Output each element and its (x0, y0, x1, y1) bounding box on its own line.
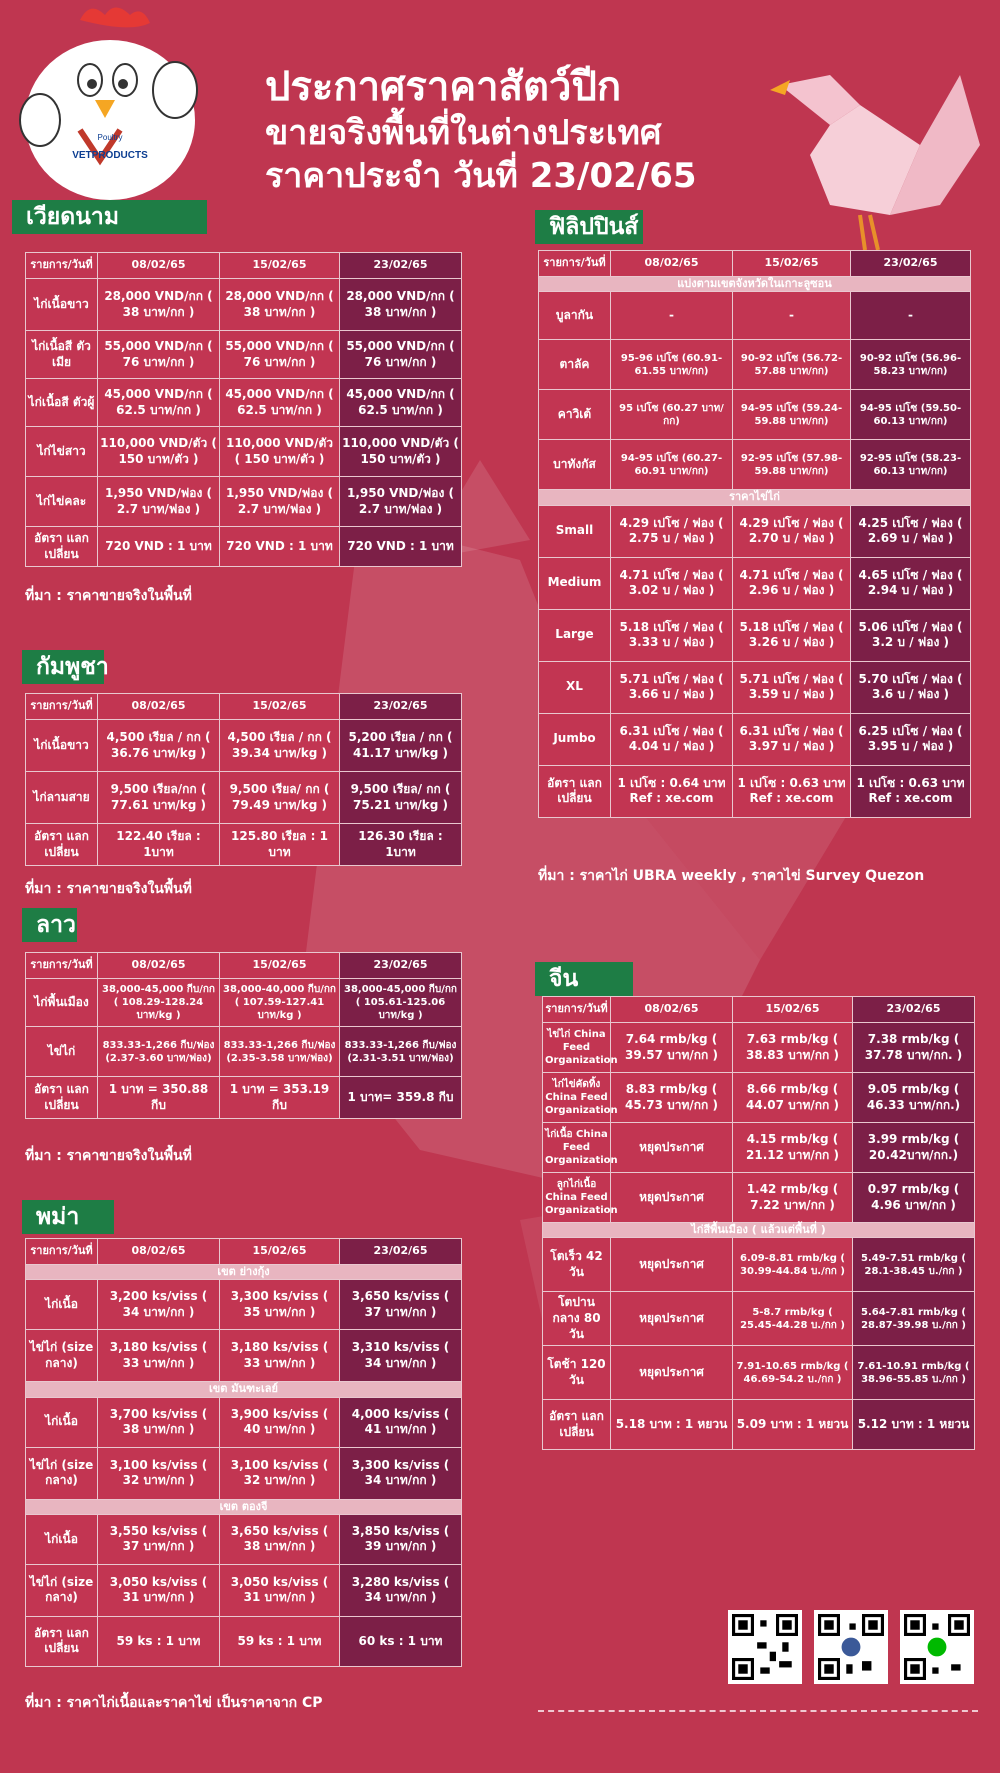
qr-code-line[interactable] (900, 1610, 974, 1684)
table-cell: - (611, 292, 733, 340)
row-label: ไก่ไข่สาว (26, 427, 98, 477)
table-header-row (26, 253, 462, 279)
table-cell: 0.97 rmb/kg ( 4.96 บาท/กก ) (853, 1173, 975, 1223)
table-cell: 8.83 rmb/kg ( 45.73 บาท/กก ) (611, 1073, 733, 1123)
table-row (26, 1397, 462, 1447)
table-cell: 7.63 rmb/kg ( 38.83 บาท/กก ) (733, 1023, 853, 1073)
table-cell: 6.31 เปโซ / ฟอง ( 3.97 บ / ฟอง ) (733, 713, 851, 765)
table-row (543, 1238, 975, 1292)
table-cell: 1 เปโซ : 0.64 บาท Ref : xe.com (611, 765, 733, 817)
table-cell: 720 VND : 1 บาท (340, 527, 462, 567)
table-cell: 38,000-40,000 กีบ/กก ( 107.59-127.41 บาท/kg ) (220, 979, 340, 1027)
vietnam-source: ที่มา : ราคาขายจริงในพื้นที่ (25, 588, 192, 604)
table-cell: 3,280 ks/viss ( 34 บาท/กก ) (340, 1564, 462, 1616)
table-cell: 90-92 เปโซ (56.96-58.23 บาท/กก) (851, 340, 971, 390)
table-cell: 94-95 เปโซ (60.27-60.91 บาท/กก) (611, 440, 733, 490)
table-cell: 3,200 ks/viss ( 34 บาท/กก ) (98, 1280, 220, 1330)
row-label: ไข่ไก่ (size กลาง) (26, 1564, 98, 1616)
header-cell: 08/02/65 (98, 694, 220, 720)
cambodia-source: ที่มา : ราคาขายจริงในพื้นที่ (25, 881, 192, 897)
table-cell: 55,000 VND/กก ( 76 บาท/กก ) (98, 331, 220, 379)
table-row (543, 1400, 975, 1450)
header-cell: 23/02/65 (851, 251, 971, 277)
qr-code-website[interactable] (728, 1610, 802, 1684)
table-row (26, 1447, 462, 1499)
header-cell: 23/02/65 (340, 253, 462, 279)
header-cell: 15/02/65 (220, 253, 340, 279)
myanmar-source: ที่มา : ราคาไก่เนื้อและราคาไข่ เป็นราคาจาก CP (25, 1695, 323, 1711)
table-cell: 4.29 เปโซ / ฟอง ( 2.75 บ / ฟอง ) (611, 505, 733, 557)
row-label: Large (539, 609, 611, 661)
header-cell: 23/02/65 (853, 997, 975, 1023)
table-cell: 4.25 เปโซ / ฟอง ( 2.69 บ / ฟอง ) (851, 505, 971, 557)
table-cell: 45,000 VND/กก ( 62.5 บาท/กก ) (340, 379, 462, 427)
table-row (543, 1123, 975, 1173)
table-cell: 45,000 VND/กก ( 62.5 บาท/กก ) (98, 379, 220, 427)
table-cell: 1,950 VND/ฟอง ( 2.7 บาท/ฟอง ) (98, 477, 220, 527)
table-cell: หยุดประกาศ (611, 1238, 733, 1292)
myanmar-tag: พม่า (22, 1200, 114, 1234)
table-row (543, 1346, 975, 1400)
row-label: คาวิเต้ (539, 390, 611, 440)
table-cell: 5.70 เปโซ / ฟอง ( 3.6 บ / ฟอง ) (851, 661, 971, 713)
table-cell: 9,500 เรียล/ กก ( 75.21 บาท/kg ) (340, 772, 462, 824)
table-cell: 6.09-8.81 rmb/kg ( 30.99-44.84 บ./กก ) (733, 1238, 853, 1292)
row-label: ไก่ลามสาย (26, 772, 98, 824)
header-cell: 08/02/65 (98, 953, 220, 979)
table-cell: 4,500 เรียล / กก ( 39.34 บาท/kg ) (220, 720, 340, 772)
table-cell: 5.09 บาท : 1 หยวน (733, 1400, 853, 1450)
header-cell: รายการ/วันที่ (539, 251, 611, 277)
section-row (539, 490, 971, 505)
row-label: ไก่ไข่คละ (26, 477, 98, 527)
laos-tag: ลาว (22, 908, 77, 942)
table-cell: 94-95 เปโซ (59.24-59.88 บาท/กก) (733, 390, 851, 440)
table-cell: 28,000 VND/กก ( 38 บาท/กก ) (220, 279, 340, 331)
section-title: เขต ย่างกุ้ง (26, 1265, 462, 1280)
table-cell: 5.06 เปโซ / ฟอง ( 3.2 บ / ฟอง ) (851, 609, 971, 661)
table-cell: 833.33-1,266 กีบ/ฟอง (2.37-3.60 บาท/ฟอง) (98, 1027, 220, 1077)
table-row (26, 1330, 462, 1382)
row-label: ไก่ไข่คัดทิ้ง China Feed Organization (543, 1073, 611, 1123)
table-cell: 3,050 ks/viss ( 31 บาท/กก ) (98, 1564, 220, 1616)
table-cell: 833.33-1,266 กีบ/ฟอง (2.31-3.51 บาท/ฟอง) (340, 1027, 462, 1077)
table-row (539, 713, 971, 765)
row-label: ไก่เนื้อสี ตัวเมีย (26, 331, 98, 379)
row-label: ไก่เนื้อขาว (26, 279, 98, 331)
origami-rooster-icon (770, 55, 990, 255)
header-cell: 08/02/65 (611, 251, 733, 277)
table-row (26, 772, 462, 824)
row-label: อัตรา แลกเปลี่ยน (26, 1616, 98, 1666)
section-title: ไก่สีพื้นเมือง ( แล้วแต่พื้นที่ ) (543, 1223, 975, 1238)
row-label: XL (539, 661, 611, 713)
table-cell: 4.29 เปโซ / ฟอง ( 2.70 บ / ฟอง ) (733, 505, 851, 557)
qr-code-facebook[interactable] (814, 1610, 888, 1684)
facebook-qr-icon (818, 1614, 884, 1680)
header-cell: 15/02/65 (733, 997, 853, 1023)
table-cell: 3,650 ks/viss ( 38 บาท/กก ) (220, 1514, 340, 1564)
row-label: ตาลัค (539, 340, 611, 390)
table-row (26, 1514, 462, 1564)
table-cell: 9.05 rmb/kg ( 46.33 บาท/กก.) (853, 1073, 975, 1123)
logo-sub-text: Poultry (97, 133, 123, 142)
table-row (539, 765, 971, 817)
table-cell: 90-92 เปโซ (56.72-57.88 บาท/กก) (733, 340, 851, 390)
table-cell: 125.80 เรียล : 1 บาท (220, 824, 340, 866)
section-row (539, 277, 971, 292)
header-cell: 23/02/65 (340, 694, 462, 720)
table-cell: 5.71 เปโซ / ฟอง ( 3.59 บ / ฟอง ) (733, 661, 851, 713)
header-cell: รายการ/วันที่ (543, 997, 611, 1023)
section-title: ราคาไข่ไก่ (539, 490, 971, 505)
row-label: โตเร็ว 42 วัน (543, 1238, 611, 1292)
table-cell: 3.99 rmb/kg ( 20.42บาท/กก.) (853, 1123, 975, 1173)
section-row (26, 1265, 462, 1280)
table-cell: 94-95 เปโซ (59.50-60.13 บาท/กก) (851, 390, 971, 440)
header-cell: 23/02/65 (340, 1239, 462, 1265)
table-cell: หยุดประกาศ (611, 1292, 733, 1346)
row-label: ไก่เนื้อ (26, 1397, 98, 1447)
section-row (26, 1382, 462, 1397)
table-cell: 1 บาท= 359.8 กีบ (340, 1077, 462, 1119)
table-cell: หยุดประกาศ (611, 1173, 733, 1223)
header-cell: รายการ/วันที่ (26, 1239, 98, 1265)
section-title: เขต มันฑะเลย์ (26, 1382, 462, 1397)
table-row (539, 440, 971, 490)
header-cell: 08/02/65 (98, 1239, 220, 1265)
philippines-table (538, 250, 971, 818)
table-cell: 1 บาท = 350.88 กีบ (98, 1077, 220, 1119)
table-cell: 6.31 เปโซ / ฟอง ( 4.04 บ / ฟอง ) (611, 713, 733, 765)
table-row (539, 557, 971, 609)
table-cell: 3,650 ks/viss ( 37 บาท/กก ) (340, 1280, 462, 1330)
table-cell: 9,500 เรียล/กก ( 77.61 บาท/kg ) (98, 772, 220, 824)
table-cell: - (733, 292, 851, 340)
table-cell: 55,000 VND/กก ( 76 บาท/กก ) (340, 331, 462, 379)
table-cell: 38,000-45,000 กีบ/กก ( 108.29-128.24 บาท/kg ) (98, 979, 220, 1027)
table-cell: 38,000-45,000 กีบ/กก ( 105.61-125.06 บาท/kg ) (340, 979, 462, 1027)
table-header-row (26, 1239, 462, 1265)
table-cell: 7.91-10.65 rmb/kg ( 46.69-54.2 บ./กก ) (733, 1346, 853, 1400)
table-row (26, 1564, 462, 1616)
table-cell: 110,000 VND/ตัว ( 150 บาท/ตัว ) (220, 427, 340, 477)
title-line-2: ขายจริงพื้นที่ในต่างประเทศ (265, 113, 662, 153)
table-cell: 45,000 VND/กก ( 62.5 บาท/กก ) (220, 379, 340, 427)
table-cell: หยุดประกาศ (611, 1123, 733, 1173)
laos-source: ที่มา : ราคาขายจริงในพื้นที่ (25, 1148, 192, 1164)
row-label: ไก่เนื้อ (26, 1514, 98, 1564)
row-label: ไก่พื้นเมือง (26, 979, 98, 1027)
table-cell: 4.71 เปโซ / ฟอง ( 3.02 บ / ฟอง ) (611, 557, 733, 609)
row-label: ไก่เนื้อสี ตัวผู้ (26, 379, 98, 427)
table-cell: 4,000 ks/viss ( 41 บาท/กก ) (340, 1397, 462, 1447)
table-cell: 95 เปโซ (60.27 บาท/กก) (611, 390, 733, 440)
table-cell: 1 เปโซ : 0.63 บาท Ref : xe.com (733, 765, 851, 817)
philippines-tag: ฟิลิปปินส์ (535, 210, 643, 244)
table-row (26, 1027, 462, 1077)
table-row (543, 1173, 975, 1223)
myanmar-table (25, 1238, 462, 1667)
header-cell: 15/02/65 (733, 251, 851, 277)
row-label: ลูกไก่เนื้อ China Feed Organization (543, 1173, 611, 1223)
qr-code-icon (732, 1614, 798, 1680)
table-cell: 9,500 เรียล/ กก ( 79.49 บาท/kg ) (220, 772, 340, 824)
china-tag: จีน (535, 962, 633, 996)
table-row (539, 390, 971, 440)
table-cell: 7.64 rmb/kg ( 39.57 บาท/กก ) (611, 1023, 733, 1073)
page-title (265, 62, 697, 197)
table-cell: 720 VND : 1 บาท (220, 527, 340, 567)
table-cell: 3,700 ks/viss ( 38 บาท/กก ) (98, 1397, 220, 1447)
vietnam-tag: เวียดนาม (12, 200, 207, 234)
table-row (26, 427, 462, 477)
table-cell: 59 ks : 1 บาท (220, 1616, 340, 1666)
table-row (26, 1280, 462, 1330)
cambodia-table (25, 693, 462, 866)
china-table (542, 996, 975, 1450)
table-row (539, 340, 971, 390)
section-row (26, 1499, 462, 1514)
table-cell: 1 บาท = 353.19 กีบ (220, 1077, 340, 1119)
table-cell: 3,310 ks/viss ( 34 บาท/กก ) (340, 1330, 462, 1382)
header-cell: 15/02/65 (220, 1239, 340, 1265)
row-label: ไข่ไก่ China Feed Organization (543, 1023, 611, 1073)
table-cell: 3,050 ks/viss ( 31 บาท/กก ) (220, 1564, 340, 1616)
row-label: บาทังกัส (539, 440, 611, 490)
table-cell: 5.49-7.51 rmb/kg ( 28.1-38.45 บ./กก ) (853, 1238, 975, 1292)
table-row (543, 1292, 975, 1346)
row-label: อัตรา แลกเปลี่ยน (539, 765, 611, 817)
row-label: ไก่เนื้อขาว (26, 720, 98, 772)
row-label: โตช้า 120 วัน (543, 1346, 611, 1400)
table-cell: - (851, 292, 971, 340)
header-cell: 08/02/65 (98, 253, 220, 279)
table-cell: 110,000 VND/ตัว ( 150 บาท/ตัว ) (98, 427, 220, 477)
table-cell: 1.42 rmb/kg ( 7.22 บาท/กก ) (733, 1173, 853, 1223)
table-cell: หยุดประกาศ (611, 1346, 733, 1400)
table-row (539, 292, 971, 340)
philippines-source: ที่มา : ราคาไก่ UBRA weekly , ราคาไข่ Survey Quezon (538, 868, 925, 884)
table-row (539, 609, 971, 661)
table-cell: 60 ks : 1 บาท (340, 1616, 462, 1666)
table-cell: 720 VND : 1 บาท (98, 527, 220, 567)
laos-table (25, 952, 462, 1119)
row-label: อัตรา แลกเปลี่ยน (26, 527, 98, 567)
mascot-chicken-logo (0, 0, 230, 215)
table-header-row (26, 953, 462, 979)
table-cell: 3,300 ks/viss ( 34 บาท/กก ) (340, 1447, 462, 1499)
table-row (26, 1077, 462, 1119)
line-qr-icon (904, 1614, 970, 1680)
table-row (26, 279, 462, 331)
header-cell: 15/02/65 (220, 694, 340, 720)
table-cell: 5.18 เปโซ / ฟอง ( 3.26 บ / ฟอง ) (733, 609, 851, 661)
cambodia-tag: กัมพูชา (22, 650, 104, 684)
row-label: อัตรา แลกเปลี่ยน (543, 1400, 611, 1450)
table-row (26, 379, 462, 427)
table-header-row (26, 694, 462, 720)
title-line-1: ประกาศราคาสัตว์ปีก (265, 64, 622, 110)
title-line-3: ราคาประจำ วันที่ 23/02/65 (265, 155, 697, 196)
header-cell: รายการ/วันที่ (26, 253, 98, 279)
table-cell: 5.18 เปโซ / ฟอง ( 3.33 บ / ฟอง ) (611, 609, 733, 661)
table-cell: 110,000 VND/ตัว ( 150 บาท/ตัว ) (340, 427, 462, 477)
table-header-row (539, 251, 971, 277)
row-label: อัตรา แลกเปลี่ยน (26, 1077, 98, 1119)
section-title: แบ่งตามเขตจังหวัดในเกาะลูซอน (539, 277, 971, 292)
table-cell: 3,100 ks/viss ( 32 บาท/กก ) (98, 1447, 220, 1499)
table-cell: 92-95 เปโซ (58.23-60.13 บาท/กก) (851, 440, 971, 490)
table-row (26, 824, 462, 866)
table-row (26, 477, 462, 527)
header-cell: 23/02/65 (340, 953, 462, 979)
table-row (26, 979, 462, 1027)
logo-text: VETPRODUCTS (72, 150, 148, 161)
table-row (543, 1023, 975, 1073)
row-label: ไก่เนื้อ (26, 1280, 98, 1330)
table-cell: 4.65 เปโซ / ฟอง ( 2.94 บ / ฟอง ) (851, 557, 971, 609)
table-cell: 3,550 ks/viss ( 37 บาท/กก ) (98, 1514, 220, 1564)
row-label: ไข่ไก่ (size กลาง) (26, 1447, 98, 1499)
table-cell: 1,950 VND/ฟอง ( 2.7 บาท/ฟอง ) (220, 477, 340, 527)
table-cell: 55,000 VND/กก ( 76 บาท/กก ) (220, 331, 340, 379)
header-cell: รายการ/วันที่ (26, 953, 98, 979)
section-title: เขต ตองจี (26, 1499, 462, 1514)
table-cell: 4,500 เรียล / กก ( 36.76 บาท/kg ) (98, 720, 220, 772)
table-cell: 5.12 บาท : 1 หยวน (853, 1400, 975, 1450)
table-cell: 833.33-1,266 กีบ/ฟอง (2.35-3.58 บาท/ฟอง) (220, 1027, 340, 1077)
header-cell: 15/02/65 (220, 953, 340, 979)
table-cell: 1,950 VND/ฟอง ( 2.7 บาท/ฟอง ) (340, 477, 462, 527)
row-label: อัตรา แลกเปลี่ยน (26, 824, 98, 866)
table-cell: 8.66 rmb/kg ( 44.07 บาท/กก ) (733, 1073, 853, 1123)
table-row (26, 527, 462, 567)
table-cell: 5-8.7 rmb/kg ( 25.45-44.28 บ./กก ) (733, 1292, 853, 1346)
table-cell: 92-95 เปโซ (57.98-59.88 บาท/กก) (733, 440, 851, 490)
table-cell: 5.71 เปโซ / ฟอง ( 3.66 บ / ฟอง ) (611, 661, 733, 713)
table-row (26, 331, 462, 379)
table-cell: 3,180 ks/viss ( 33 บาท/กก ) (220, 1330, 340, 1382)
table-cell: 3,900 ks/viss ( 40 บาท/กก ) (220, 1397, 340, 1447)
table-header-row (543, 997, 975, 1023)
table-cell: 4.15 rmb/kg ( 21.12 บาท/กก ) (733, 1123, 853, 1173)
dashed-divider (538, 1710, 978, 1712)
table-row (26, 1616, 462, 1666)
table-cell: 122.40 เรียล : 1บาท (98, 824, 220, 866)
table-cell: 3,300 ks/viss ( 35 บาท/กก ) (220, 1280, 340, 1330)
table-cell: 3,180 ks/viss ( 33 บาท/กก ) (98, 1330, 220, 1382)
table-cell: 1 เปโซ : 0.63 บาท Ref : xe.com (851, 765, 971, 817)
row-label: ไข่ไก่ (size กลาง) (26, 1330, 98, 1382)
table-cell: 7.61-10.91 rmb/kg ( 38.96-55.85 บ./กก ) (853, 1346, 975, 1400)
row-label: Small (539, 505, 611, 557)
row-label: ไก่เนื้อ China Feed Organization (543, 1123, 611, 1173)
table-cell: 28,000 VND/กก ( 38 บาท/กก ) (340, 279, 462, 331)
row-label: Medium (539, 557, 611, 609)
row-label: Jumbo (539, 713, 611, 765)
vietnam-table (25, 252, 462, 567)
header-cell: รายการ/วันที่ (26, 694, 98, 720)
header-cell: 08/02/65 (611, 997, 733, 1023)
table-cell: 5,200 เรียล / กก ( 41.17 บาท/kg ) (340, 720, 462, 772)
row-label: ไข่ไก่ (26, 1027, 98, 1077)
table-row (26, 720, 462, 772)
row-label: บูลากัน (539, 292, 611, 340)
table-cell: 6.25 เปโซ / ฟอง ( 3.95 บ / ฟอง ) (851, 713, 971, 765)
table-cell: 3,100 ks/viss ( 32 บาท/กก ) (220, 1447, 340, 1499)
table-row (543, 1073, 975, 1123)
row-label: โตปานกลาง 80 วัน (543, 1292, 611, 1346)
table-cell: 95-96 เปโซ (60.91-61.55 บาท/กก) (611, 340, 733, 390)
table-row (539, 661, 971, 713)
table-cell: 59 ks : 1 บาท (98, 1616, 220, 1666)
table-row (539, 505, 971, 557)
table-cell: 7.38 rmb/kg ( 37.78 บาท/กก. ) (853, 1023, 975, 1073)
section-row (543, 1223, 975, 1238)
table-cell: 5.64-7.81 rmb/kg ( 28.87-39.98 บ./กก ) (853, 1292, 975, 1346)
table-cell: 5.18 บาท : 1 หยวน (611, 1400, 733, 1450)
table-cell: 4.71 เปโซ / ฟอง ( 2.96 บ / ฟอง ) (733, 557, 851, 609)
table-cell: 3,850 ks/viss ( 39 บาท/กก ) (340, 1514, 462, 1564)
table-cell: 126.30 เรียล : 1บาท (340, 824, 462, 866)
table-cell: 28,000 VND/กก ( 38 บาท/กก ) (98, 279, 220, 331)
